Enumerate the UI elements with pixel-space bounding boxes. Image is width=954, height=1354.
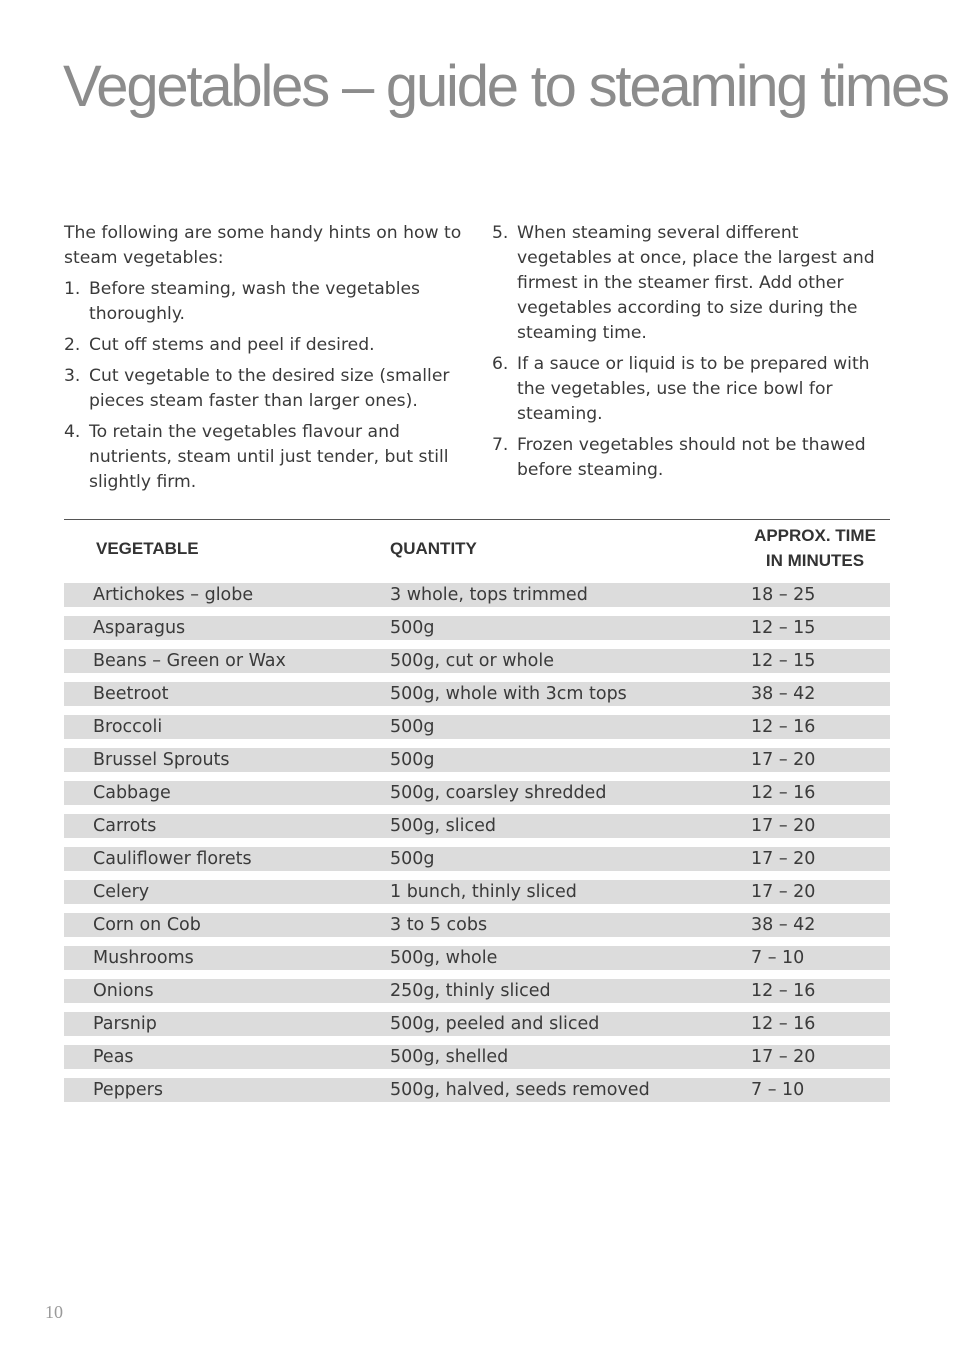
cell-quantity: 3 to 5 cobs <box>390 913 740 937</box>
table-row <box>64 781 890 805</box>
header-time <box>740 522 890 574</box>
cell-quantity: 500g <box>390 847 740 871</box>
table-row <box>64 847 890 871</box>
table-row <box>64 583 890 607</box>
cell-quantity: 1 bunch, thinly sliced <box>390 880 740 904</box>
table-row <box>64 715 890 739</box>
hints-list-left <box>64 277 464 495</box>
hint-text: When steaming several different vegetables at once, place the largest and firmest in the steamer first. Add other vegetables according to size during the steaming time. <box>517 223 875 343</box>
cell-time: 12 – 15 <box>740 616 890 640</box>
hint-item <box>492 221 892 346</box>
hint-number: 3. <box>64 366 81 386</box>
page-number: 10 <box>45 1302 63 1322</box>
table-row <box>64 1045 890 1069</box>
hint-number: 6. <box>492 354 509 374</box>
hint-number: 4. <box>64 422 81 442</box>
intro-text: The following are some handy hints on how to steam vegetables: <box>64 223 462 268</box>
hint-text: If a sauce or liquid is to be prepared with the vegetables, use the rice bowl for steaming. <box>517 354 870 424</box>
cell-time: 7 – 10 <box>740 1078 890 1102</box>
cell-vegetable: Carrots <box>64 814 390 838</box>
cell-time: 12 – 16 <box>740 1012 890 1036</box>
hint-item <box>64 420 464 495</box>
cell-vegetable: Cabbage <box>64 781 390 805</box>
steaming-times-table <box>64 513 890 1111</box>
cell-quantity: 500g, cut or whole <box>390 649 740 673</box>
hint-text: Before steaming, wash the vegetables thoroughly. <box>89 279 420 324</box>
cell-quantity: 500g, peeled and sliced <box>390 1012 740 1036</box>
cell-vegetable: Asparagus <box>64 616 390 640</box>
cell-time: 17 – 20 <box>740 814 890 838</box>
cell-vegetable: Celery <box>64 880 390 904</box>
header-time-line2: IN MINUTES <box>765 551 865 570</box>
table-body <box>64 583 890 1102</box>
hint-text: Frozen vegetables should not be thawed before steaming. <box>517 435 866 480</box>
cell-time: 12 – 16 <box>740 715 890 739</box>
hint-text: Cut vegetable to the desired size (smaller pieces steam faster than larger ones). <box>89 366 450 411</box>
table-row <box>64 979 890 1003</box>
cell-vegetable: Artichokes – globe <box>64 583 390 607</box>
hints-column-left <box>64 221 464 501</box>
cell-quantity: 500g, shelled <box>390 1045 740 1069</box>
table-row <box>64 814 890 838</box>
cell-vegetable: Corn on Cob <box>64 913 390 937</box>
cell-vegetable: Onions <box>64 979 390 1003</box>
cell-vegetable: Parsnip <box>64 1012 390 1036</box>
cell-quantity: 500g, whole <box>390 946 740 970</box>
cell-time: 38 – 42 <box>740 913 890 937</box>
cell-vegetable: Beans – Green or Wax <box>64 649 390 673</box>
table-row <box>64 682 890 706</box>
cell-time: 18 – 25 <box>740 583 890 607</box>
hint-item <box>64 364 464 414</box>
header-time-line1: APPROX. TIME <box>754 526 876 545</box>
cell-time: 12 – 16 <box>740 979 890 1003</box>
cell-time: 17 – 20 <box>740 847 890 871</box>
cell-vegetable: Beetroot <box>64 682 390 706</box>
cell-time: 12 – 15 <box>740 649 890 673</box>
cell-time: 12 – 16 <box>740 781 890 805</box>
cell-quantity: 500g, coarsley shredded <box>390 781 740 805</box>
cell-quantity: 500g, halved, seeds removed <box>390 1078 740 1102</box>
hint-item <box>492 433 892 483</box>
hint-item <box>64 277 464 327</box>
hint-number: 5. <box>492 223 509 243</box>
cell-quantity: 500g, whole with 3cm tops <box>390 682 740 706</box>
cell-quantity: 250g, thinly sliced <box>390 979 740 1003</box>
hint-number: 7. <box>492 435 509 455</box>
hint-item <box>64 333 464 358</box>
cell-vegetable: Brussel Sprouts <box>64 748 390 772</box>
cell-time: 17 – 20 <box>740 748 890 772</box>
cell-vegetable: Broccoli <box>64 715 390 739</box>
cell-vegetable: Mushrooms <box>64 946 390 970</box>
cell-vegetable: Cauliflower florets <box>64 847 390 871</box>
table-row <box>64 748 890 772</box>
cell-vegetable: Peas <box>64 1045 390 1069</box>
cell-quantity: 500g <box>390 715 740 739</box>
table-header-row <box>64 522 890 574</box>
hint-number: 2. <box>64 335 81 355</box>
hint-number: 1. <box>64 279 81 299</box>
header-quantity: QUANTITY <box>390 538 477 558</box>
table-row <box>64 880 890 904</box>
cell-vegetable: Peppers <box>64 1078 390 1102</box>
hints-list-right <box>492 221 892 483</box>
table-row <box>64 1078 890 1102</box>
table-row <box>64 649 890 673</box>
page-title: Vegetables – guide to steaming times <box>63 54 948 119</box>
cell-time: 38 – 42 <box>740 682 890 706</box>
table-row <box>64 913 890 937</box>
cell-time: 7 – 10 <box>740 946 890 970</box>
cell-quantity: 500g, sliced <box>390 814 740 838</box>
cell-quantity: 3 whole, tops trimmed <box>390 583 740 607</box>
hint-text: To retain the vegetables flavour and nutrients, steam until just tender, but still slightly firm. <box>89 422 449 492</box>
cell-quantity: 500g <box>390 616 740 640</box>
table-row <box>64 616 890 640</box>
hint-text: Cut off stems and peel if desired. <box>89 335 375 355</box>
cell-time: 17 – 20 <box>740 1045 890 1069</box>
hints-column-right <box>492 221 892 489</box>
table-row <box>64 1012 890 1036</box>
header-vegetable: VEGETABLE <box>96 538 199 558</box>
cell-quantity: 500g <box>390 748 740 772</box>
hint-item <box>492 352 892 427</box>
cell-time: 17 – 20 <box>740 880 890 904</box>
table-row <box>64 946 890 970</box>
